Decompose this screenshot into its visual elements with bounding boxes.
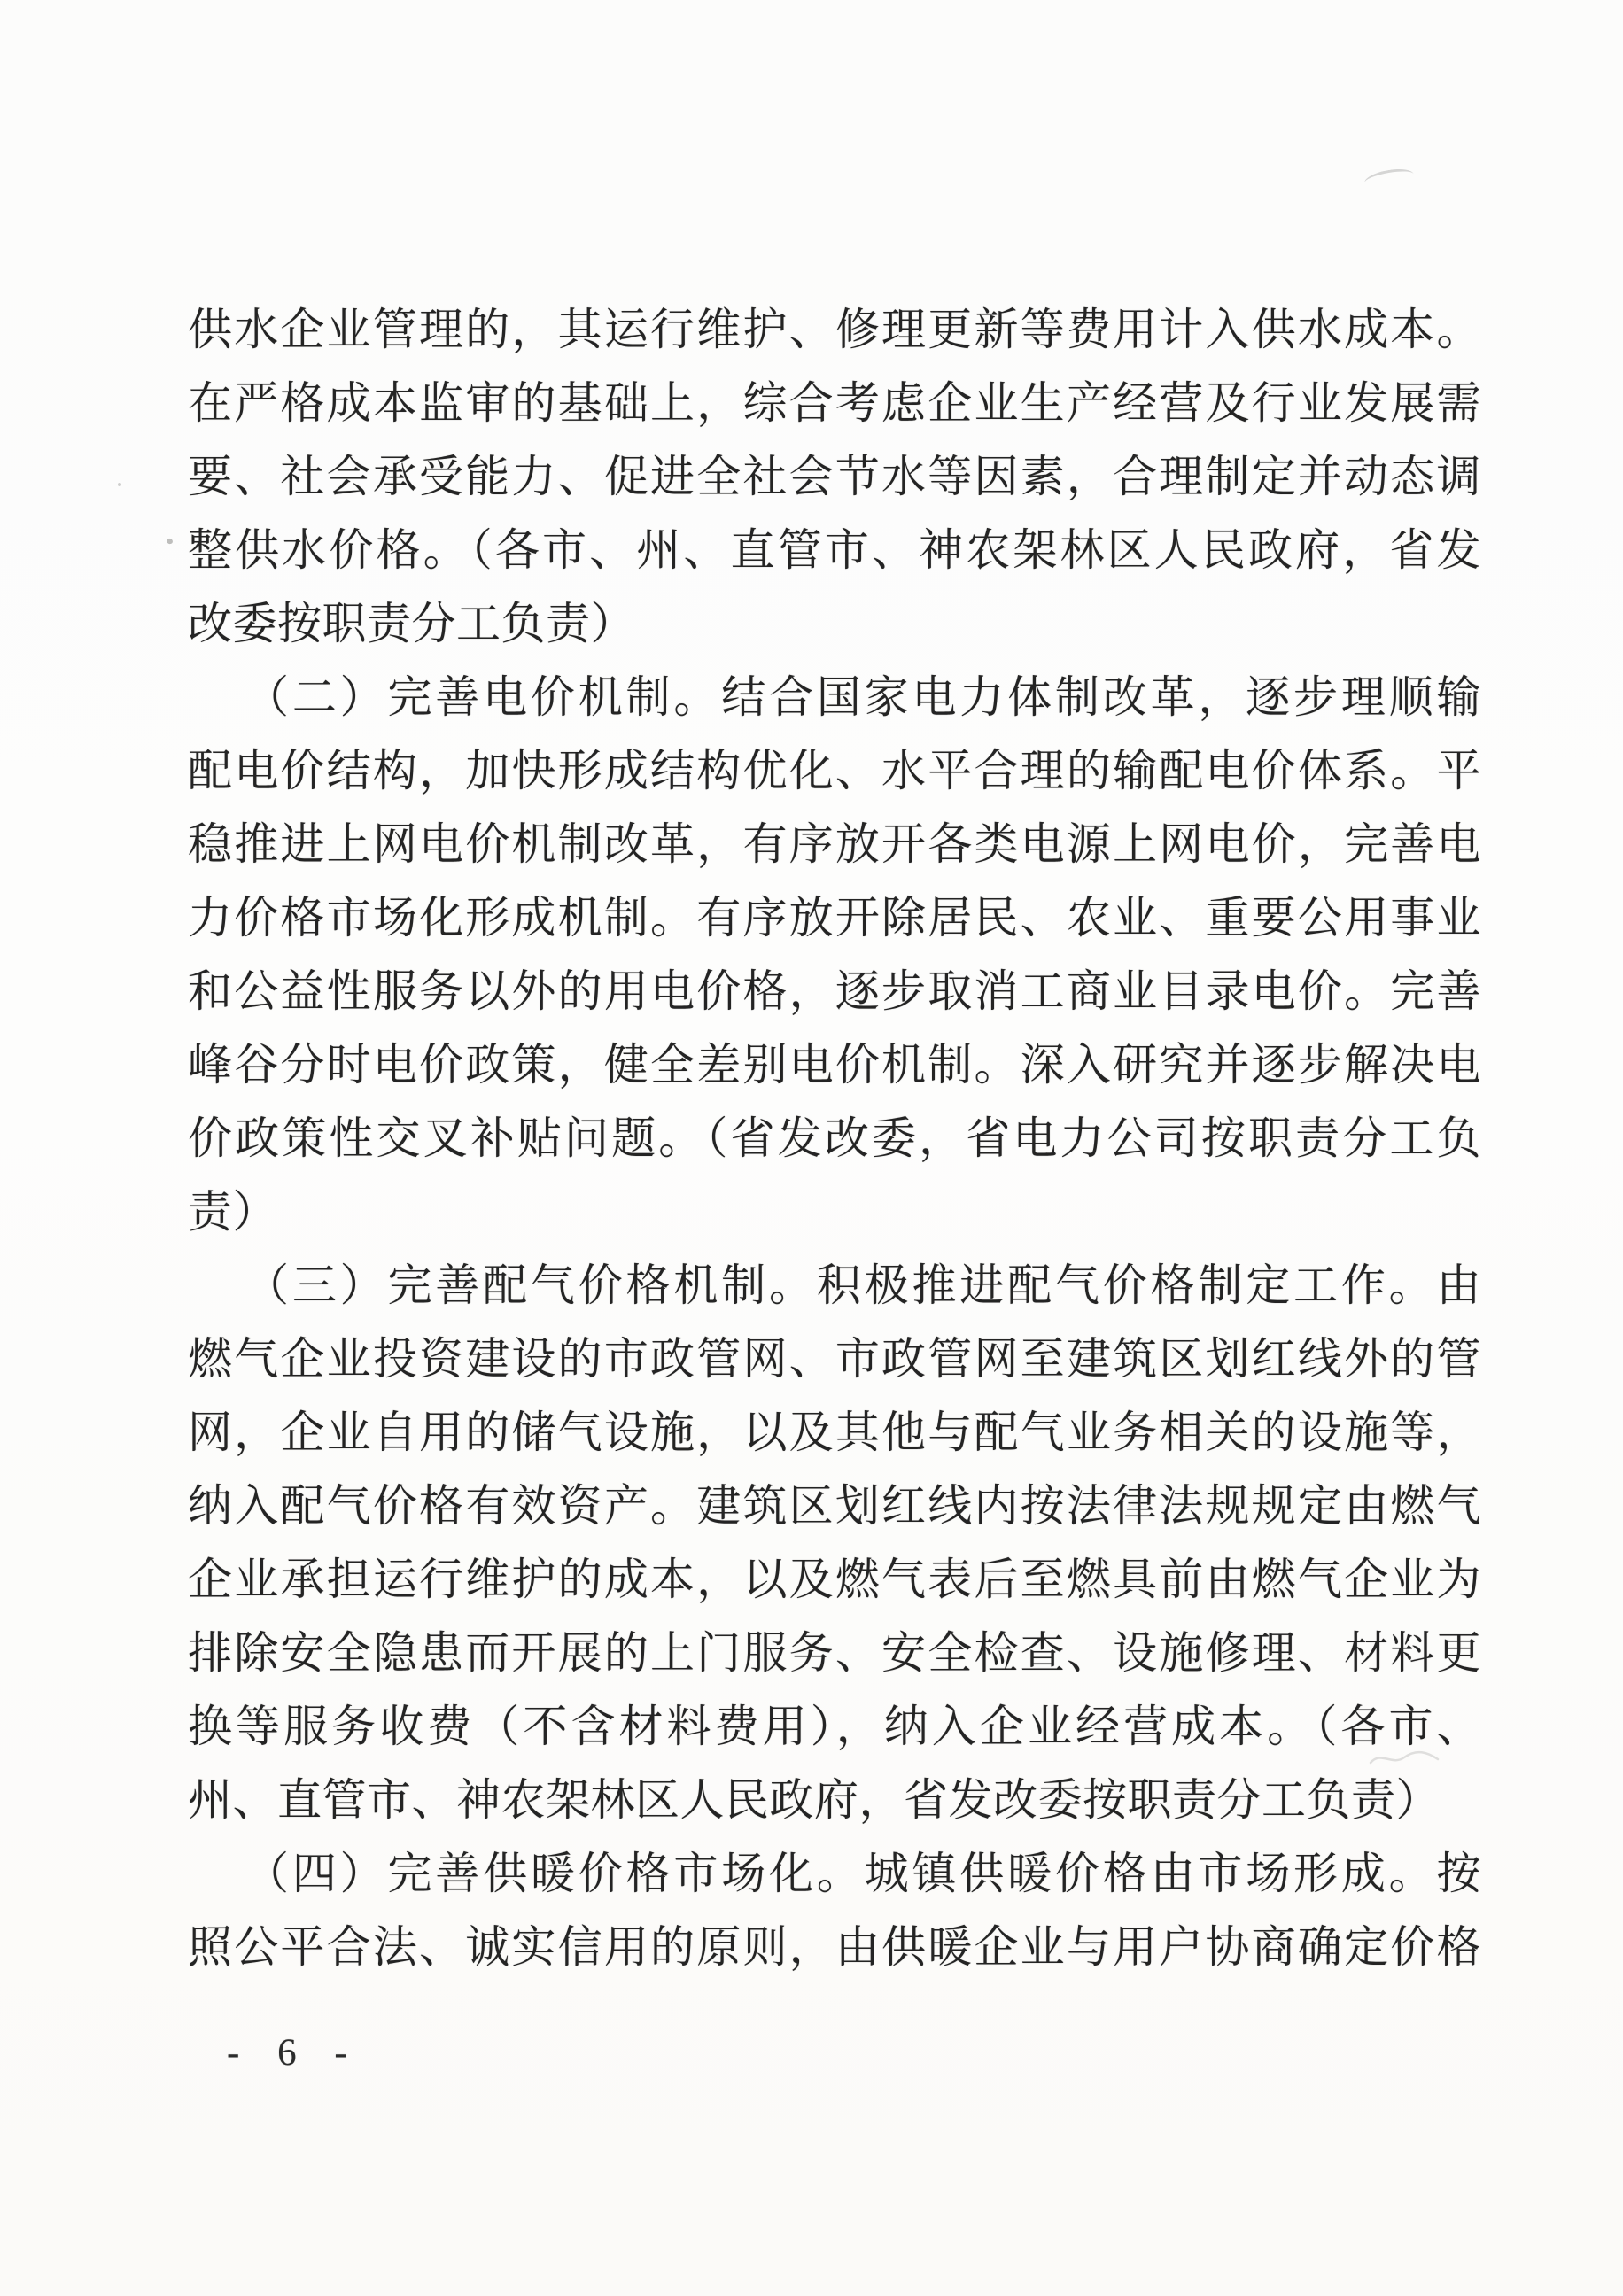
text-line: （四）完善供暖价格市场化。城镇供暖价格由市场形成。按 xyxy=(245,1849,1481,1898)
text-line: 网，企业自用的储气设施，以及其他与配气业务相关的设施等， xyxy=(188,1408,1481,1457)
paragraph xyxy=(188,1837,1481,1984)
text-line: 责） xyxy=(188,1187,277,1237)
page-number: - 6 - xyxy=(227,2032,361,2074)
text-line: 整供水价格。（各市、州、直管市、神农架林区人民政府，省发 xyxy=(188,525,1481,575)
text-line: 纳入配气价格有效资产。建筑区划红线内按法律法规规定由燃气 xyxy=(188,1481,1481,1531)
text-line: 排除安全隐患而开展的上门服务、安全检查、设施修理、材料更 xyxy=(188,1628,1481,1678)
scan-artifact-dot xyxy=(166,538,174,545)
text-line: 价政策性交叉补贴问题。（省发改委，省电力公司按职责分工负 xyxy=(188,1113,1481,1163)
paragraph xyxy=(188,1249,1481,1837)
text-line: 力价格市场化形成机制。有序放开除居民、农业、重要公用事业 xyxy=(188,893,1481,942)
text-line: 换等服务收费（不含材料费用），纳入企业经营成本。（各市、 xyxy=(188,1702,1481,1751)
text-line: 燃气企业投资建设的市政管网、市政管网至建筑区划红线外的管 xyxy=(188,1334,1481,1384)
text-line: 峰谷分时电价政策，健全差别电价机制。深入研究并逐步解决电 xyxy=(188,1040,1481,1090)
paragraph xyxy=(188,661,1481,1249)
text-line: 企业承担运行维护的成本，以及燃气表后至燃具前由燃气企业为 xyxy=(188,1555,1481,1604)
text-line: 稳推进上网电价机制改革，有序放开各类电源上网电价，完善电 xyxy=(188,819,1481,869)
text-line: （二）完善电价机制。结合国家电力体制改革，逐步理顺输 xyxy=(245,672,1481,722)
text-line: 州、直管市、神农架林区人民政府，省发改委按职责分工负责） xyxy=(188,1775,1441,1825)
text-line: 供水企业管理的，其运行维护、修理更新等费用计入供水成本。 xyxy=(188,305,1481,354)
text-line: （三）完善配气价格机制。积极推进配气价格制定工作。由 xyxy=(245,1260,1481,1310)
paragraph xyxy=(188,293,1481,661)
text-line: 要、社会承受能力、促进全社会节水等因素，合理制定并动态调 xyxy=(188,452,1481,501)
text-line: 改委按职责分工负责） xyxy=(188,599,635,648)
text-line: 在严格成本监审的基础上，综合考虑企业生产经营及行业发展需 xyxy=(188,378,1481,428)
text-line: 照公平合法、诚实信用的原则，由供暖企业与用户协商确定价格 xyxy=(188,1922,1481,1972)
text-line: 和公益性服务以外的用电价格，逐步取消工商业目录电价。完善 xyxy=(188,966,1481,1016)
scan-artifact-speck xyxy=(118,483,121,486)
scan-artifact-mark xyxy=(1363,166,1415,190)
document-body xyxy=(188,293,1481,1984)
text-line: 配电价结构，加快形成结构优化、水平合理的输配电价体系。平 xyxy=(188,746,1481,795)
